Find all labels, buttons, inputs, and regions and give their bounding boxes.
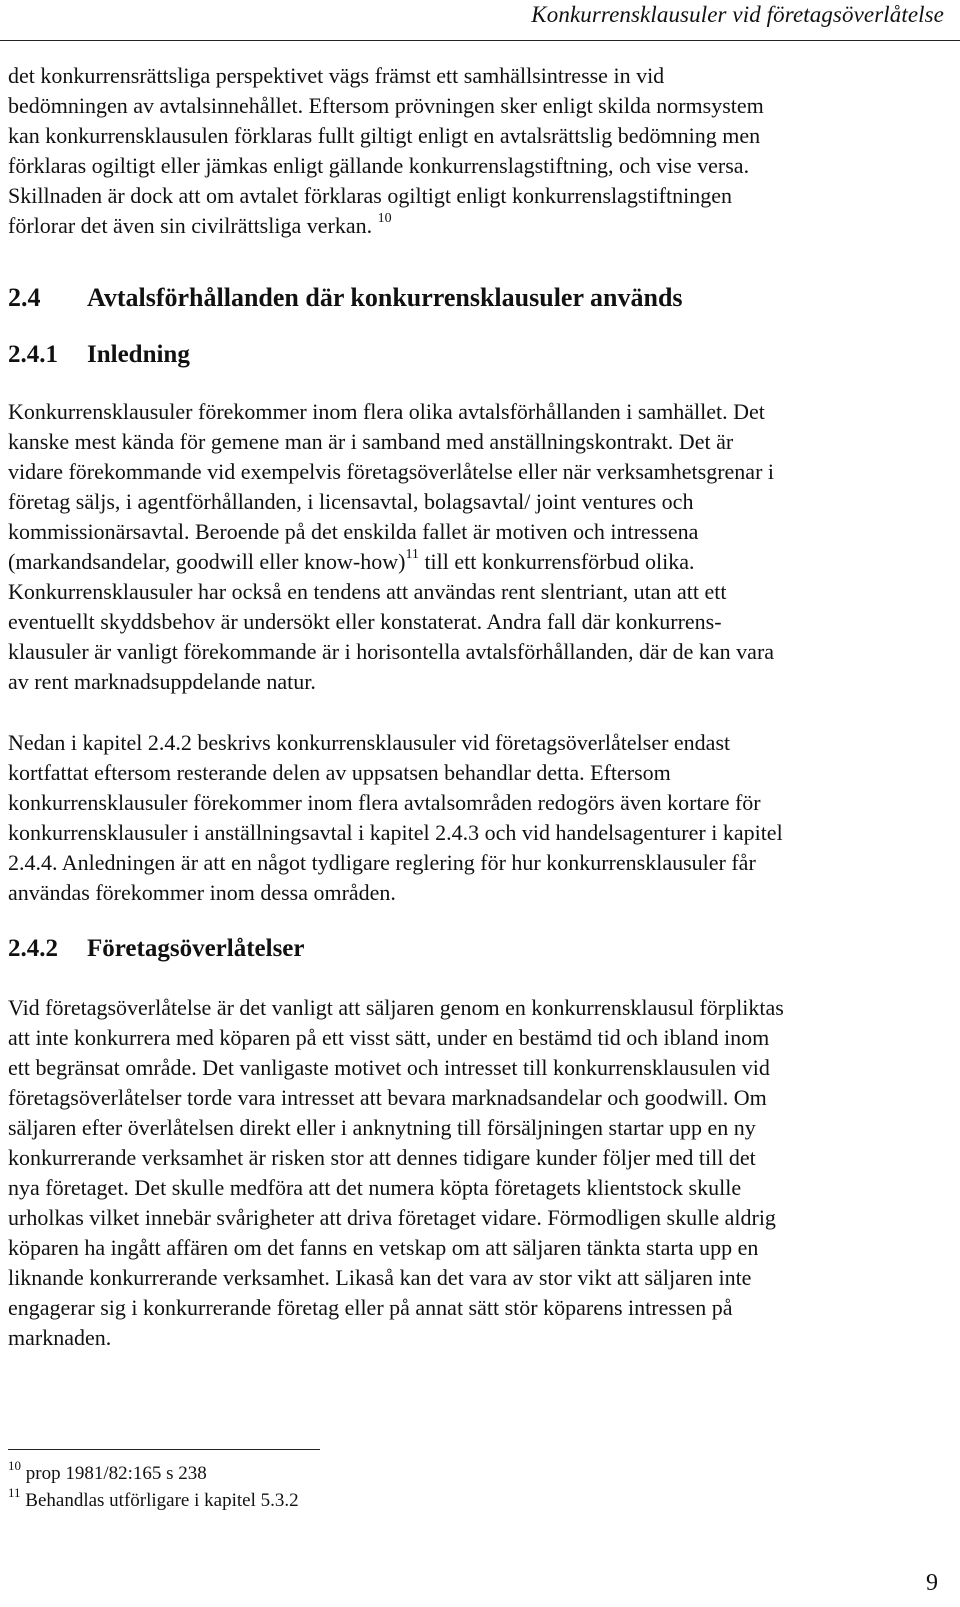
text-line: användas förekommer inom dessa områden. (8, 880, 396, 905)
page-number: 9 (926, 1570, 938, 1596)
footnote-text: Behandlas utförligare i kapitel 5.3.2 (25, 1490, 299, 1511)
text-line: Konkurrensklausuler förekommer inom flera olika avtalsförhållanden i samhället. Det (8, 399, 765, 424)
inledning-paragraph-2 (8, 728, 948, 908)
text-fragment: förlorar det även sin civilrättsliga verkan. (8, 213, 373, 238)
text-line: urholkas vilket innebär svårigheter att driva företaget vidare. Förmodligen skulle aldrig (8, 1205, 776, 1230)
text-line: 2.4.4. Anledningen är att en något tydligare reglering för hur konkurrensklausuler får (8, 850, 756, 875)
text-line: Konkurrensklausuler har också en tendens att användas rent slentriant, utan att ett (8, 579, 727, 604)
footnote (8, 1457, 207, 1486)
foretagsoverlatelser-paragraph (8, 993, 948, 1353)
text-line: konkurrerande verksamhet är risken stor att dennes tidigare kunder följer med till det (8, 1145, 756, 1170)
section-heading-2-4-1 (8, 341, 948, 369)
text-line: nya företaget. Det skulle medföra att det numera köpta företagets klientstock skulle (8, 1175, 742, 1200)
text-line: konkurrensklausuler förekommer inom flera avtalsområden redogörs även kortare för (8, 790, 761, 815)
text-line: företag säljs, i agentförhållanden, i licensavtal, bolagsavtal/ joint ventures och (8, 489, 694, 514)
running-header: Konkurrensklausuler vid företagsöverlåtelse (531, 2, 944, 27)
inledning-paragraph-1 (8, 397, 948, 697)
section-title: Inledning (87, 341, 190, 368)
text-line: eventuellt skyddsbehov är undersökt eller konstaterat. Andra fall där konkurrens- (8, 609, 722, 634)
text-line: företagsöverlåtelser torde vara intresset att bevara marknadsandelar och goodwill. Om (8, 1085, 767, 1110)
text-fragment: till ett konkurrensförbud olika. (418, 549, 695, 574)
footnote-rule (8, 1449, 320, 1450)
text-line: ett begränsat område. Det vanligaste motivet och intresset till konkurrensklausulen vid (8, 1055, 770, 1080)
text-line: bedömningen av avtalsinnehållet. Eftersom prövningen sker enligt skilda normsystem (8, 93, 764, 118)
text-line: köparen ha ingått affären om det fanns en vetskap om att säljaren tänkta starta upp en (8, 1235, 759, 1260)
text-line: förklaras ogiltigt eller jämkas enligt gällande konkurrenslagstiftning, och vise versa. (8, 153, 750, 178)
footnote-number: 11 (8, 1484, 21, 1500)
footnote (8, 1484, 299, 1513)
text-line: klausuler är vanligt förekommande är i horisontella avtalsförhållanden, där de kan vara (8, 639, 775, 664)
intro-paragraph (8, 61, 948, 241)
section-title: Företagsöverlåtelser (87, 935, 305, 962)
footnote-text: prop 1981/82:165 s 238 (25, 1463, 207, 1484)
footnote-number: 10 (8, 1457, 21, 1473)
section-number: 2.4.2 (8, 935, 58, 962)
text-line: vidare förekommande vid exempelvis företagsöverlåtelse eller när verksamhetsgrenar i (8, 459, 775, 484)
text-line: säljaren efter överlåtelsen direkt eller i anknytning till försäljningen startar upp en ny (8, 1115, 756, 1140)
text-line: kan konkurrensklausulen förklaras fullt giltigt enligt en avtalsrättslig bedömning men (8, 123, 761, 148)
text-line: liknande konkurrerande verksamhet. Likaså kan det vara av stor vikt att säljaren inte (8, 1265, 752, 1290)
text-line: Vid företagsöverlåtelse är det vanligt att säljaren genom en konkurrensklausul förpliktas (8, 995, 784, 1020)
section-number: 2.4.1 (8, 341, 58, 368)
text-line: marknaden. (8, 1325, 112, 1350)
text-line: av rent marknadsuppdelande natur. (8, 669, 316, 694)
text-line (8, 211, 948, 241)
text-line: kanske mest kända för gemene man är i samband med anställningskontrakt. Det är (8, 429, 734, 454)
section-number: 2.4 (8, 283, 41, 312)
footnote-ref: 10 (377, 210, 392, 226)
text-line: kortfattat eftersom resterande delen av uppsatsen behandlar detta. Eftersom (8, 760, 671, 785)
text-line: konkurrensklausuler i anställningsavtal i kapitel 2.4.3 och vid handelsagenturer i kapitel (8, 820, 783, 845)
text-line: kommissionärsavtal. Beroende på det enskilda fallet är motiven och intressena (8, 519, 699, 544)
text-fragment: (markandsandelar, goodwill eller know-how) (8, 549, 406, 574)
section-heading-2-4 (8, 283, 948, 313)
text-line: engagerar sig i konkurrerande företag eller på annat sätt stör köparens intressen på (8, 1295, 733, 1320)
section-heading-2-4-2 (8, 935, 948, 963)
text-line: det konkurrensrättsliga perspektivet vägs främst ett samhällsintresse in vid (8, 63, 665, 88)
text-line: Skillnaden är dock att om avtalet förklaras ogiltigt enligt konkurrenslagstiftningen (8, 183, 732, 208)
text-line: att inte konkurrera med köparen på ett visst sätt, under en bestämd tid och ibland inom (8, 1025, 770, 1050)
footnote-ref: 11 (405, 546, 419, 562)
section-title: Avtalsförhållanden där konkurrensklausuler används (87, 283, 683, 312)
text-line (8, 547, 948, 577)
header-rule (0, 40, 960, 41)
text-line: Nedan i kapitel 2.4.2 beskrivs konkurrensklausuler vid företagsöverlåtelser endast (8, 730, 731, 755)
